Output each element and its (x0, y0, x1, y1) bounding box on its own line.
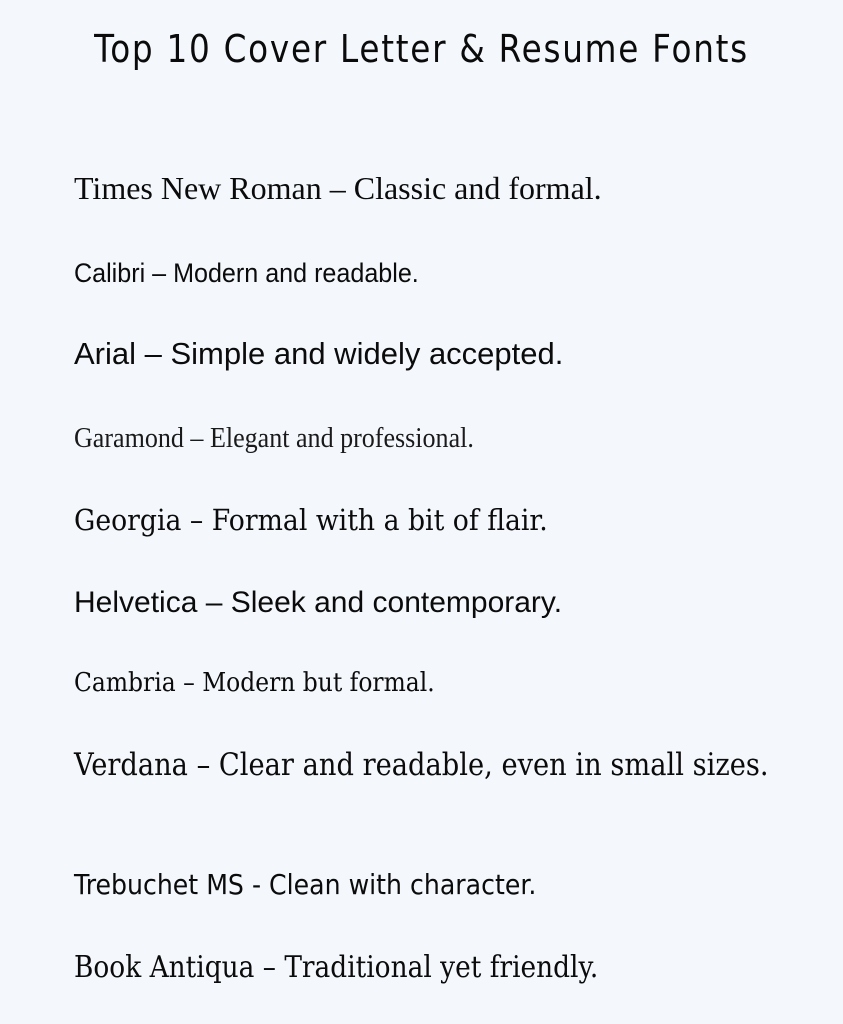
font-item-trebuchet-ms: Trebuchet MS - Clean with character. (74, 868, 537, 901)
font-item-cambria: Cambria – Modern but formal. (74, 668, 435, 698)
font-item-calibri: Calibri – Modern and readable. (74, 258, 419, 288)
font-item-garamond: Garamond – Elegant and professional. (74, 423, 474, 454)
font-item-book-antiqua: Book Antiqua – Traditional yet friendly. (74, 950, 599, 985)
font-item-verdana: Verdana – Clear and readable, even in small sizes. (74, 747, 769, 783)
font-item-times-new-roman: Times New Roman – Classic and formal. (74, 170, 602, 206)
font-item-arial: Arial – Simple and widely accepted. (74, 336, 564, 371)
font-item-helvetica: Helvetica – Sleek and contemporary. (74, 586, 563, 619)
page-title: Top 10 Cover Letter & Resume Fonts (94, 27, 749, 71)
font-item-georgia: Georgia – Formal with a bit of flair. (74, 503, 548, 537)
